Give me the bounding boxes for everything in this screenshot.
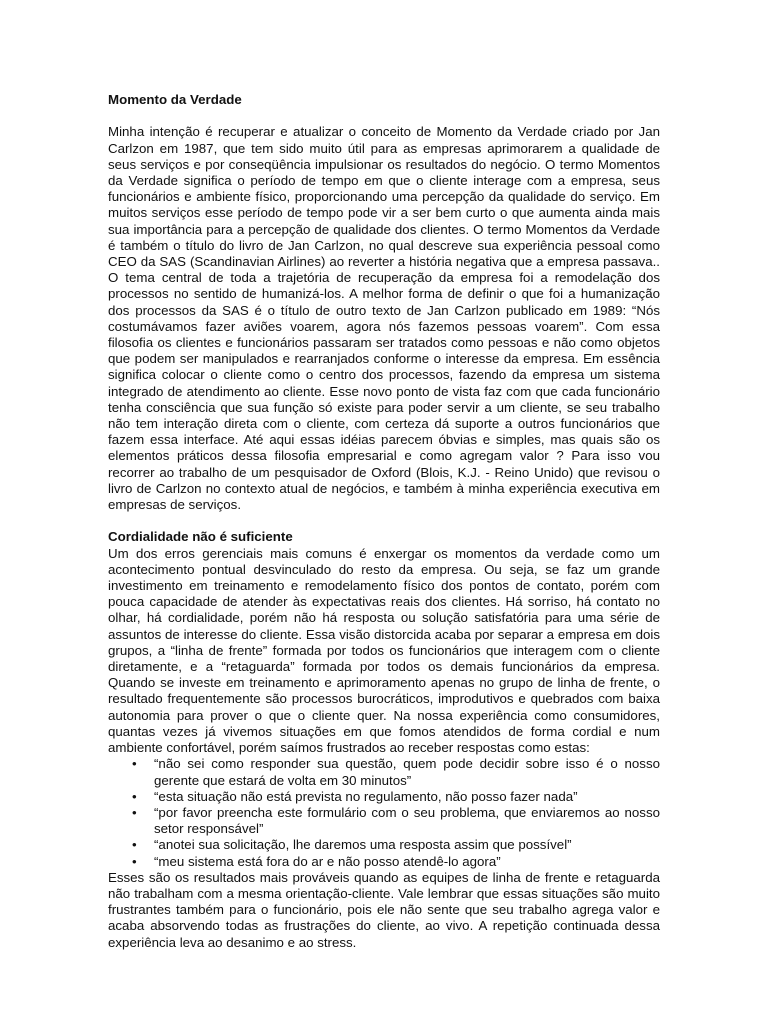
bullet-text: “esta situação não está prevista no regulamento, não posso fazer nada” [154, 788, 578, 804]
bullet-list-responses [108, 756, 660, 869]
bullet-item [132, 837, 660, 853]
paragraph-closing: Esses são os resultados mais prováveis quando as equipes de linha de frente e retaguarda não trabalham com a mesma orientação-cliente. Vale lembrar que essas situações são muito frustrantes também para o funcionário, pois ele não sente que seu trabalho agrega valor e acaba absorvendo todas as frustrações do cliente, ao vivo. A repetição continuada dessa experiência leva ao desanimo e ao stress. [108, 869, 660, 950]
bullet-item [132, 788, 660, 805]
paragraph-cordialidade: Um dos erros gerenciais mais comuns é enxergar os momentos da verdade como um acontecimento pontual desvinculado do resto da empresa. Ou seja, se faz um grande investimento em treinamento e remodelamento físico dos pontos de contato, porém com pouca capacidade de atender às expectativas reais dos clientes. Há sorriso, há contato no olhar, há cordialidade, porém não há resposta ou solução satisfatória para uma série de assuntos de interesse do cliente. Essa visão distorcida acaba por separar a empresa em dois grupos, a “linha de frente” formada por todos os funcionários que interagem com o cliente diretamente, e a “retaguarda” formada por todos os demais funcionários da empresa. Quando se investe em treinamento e aprimoramento apenas no grupo de linha de frente, o resultado frequentemente são processos burocráticos, improdutivos e quebrados com baixa autonomia para prover o que o cliente quer. Na nossa experiência como consumidores, quantas vezes já vivemos situações em que fomos atendidos de forma cordial e num ambiente confortável, porém saímos frustrados ao receber respostas como estas: [108, 545, 660, 756]
document-page [108, 92, 660, 951]
bullet-item [132, 804, 660, 837]
bullet-item [132, 853, 660, 870]
bullet-text: “meu sistema está fora do ar e não posso atendê-lo agora” [154, 853, 501, 869]
bullet-icon: • [132, 853, 137, 869]
section-title-momento-da-verdade: Momento da Verdade [108, 92, 242, 107]
bullet-item [132, 756, 660, 788]
bullet-icon: • [132, 756, 137, 772]
bullet-icon: • [132, 788, 137, 804]
blank-line [108, 513, 660, 529]
bullet-text: “não sei como responder sua questão, quem pode decidir sobre isso é o nosso gerente que estará de volta em 30 minutos” [154, 756, 660, 788]
paragraph-momento-da-verdade: Minha intenção é recuperar e atualizar o conceito de Momento da Verdade criado por Jan Carlzon em 1987, que tem sido muito útil para as empresas aprimorarem a qualidade de seus serviços e por conseqüência impulsionar os resultados do negócio. O termo Momentos da Verdade significa o período de tempo em que o cliente interage com a empresa, seus funcionários e ambiente físico, proporcionando uma percepção da qualidade do serviço. Em muitos serviços esse período de tempo pode vir a ser bem curto o que aumenta ainda mais sua importância para a percepção de qualidade dos clientes. O termo Momentos da Verdade é também o título do livro de Jan Carlzon, no qual descreve sua experiência pessoal como CEO da SAS (Scandinavian Airlines) ao reverter a história negativa que a empresa passava.. O tema central de toda a trajetória de recuperação da empresa foi a remodelação dos processos no sentido de humanizá-los. A melhor forma de definir o que foi a humanização dos processos da SAS é o título de outro texto de Jan Carlzon publicado em 1989: “Nós costumávamos fazer aviões voarem, agora nós fazemos pessoas voarem”. Com essa filosofia os clientes e funcionários passaram ser tratados como pessoas e não como objetos que podem ser manipulados e rearranjados conforme o interesse da empresa. Em essência significa colocar o cliente como o centro dos processos, fazendo da empresa um sistema integrado de atendimento ao cliente. Esse novo ponto de vista faz com que cada funcionário tenha consciência que sua função só existe para poder servir a um cliente, se seu trabalho não tem interação direta com o cliente, com certeza dá suporte a outros funcionários que fazem essa interface. Até aqui essas idéias parecem óbvias e simples, mas quais são os elementos práticos dessa filosofia empresarial e como agregam valor ? Para isso vou recorrer ao trabalho de um pesquisador de Oxford (Blois, K.J. - Reino Unido) que revisou o livro de Carlzon no contexto atual de negócios, e também à minha experiência executiva em empresas de serviços. [108, 124, 660, 513]
bullet-icon: • [132, 837, 137, 853]
bullet-text: “por favor preencha este formulário com o seu problema, que enviaremos ao nosso setor responsável” [154, 804, 660, 837]
bullet-icon: • [132, 804, 137, 820]
blank-line [108, 108, 660, 124]
bullet-text: “anotei sua solicitação, lhe daremos uma resposta assim que possível” [154, 837, 572, 853]
section-title-cordialidade: Cordialidade não é suficiente [108, 529, 293, 545]
